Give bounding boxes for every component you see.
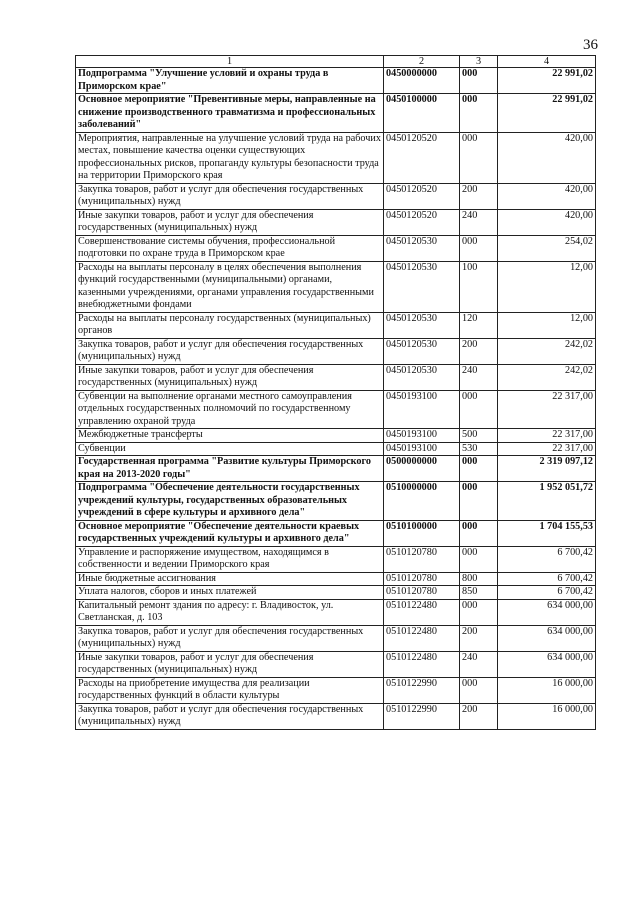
row-code-cell: 0510000000 [384, 482, 460, 521]
row-code-cell: 0450120530 [384, 338, 460, 364]
row-code-cell: 0450120530 [384, 261, 460, 312]
row-code-cell: 0510122990 [384, 677, 460, 703]
row-code-cell: 0450120520 [384, 132, 460, 183]
table-row [76, 482, 596, 521]
row-code-cell: 0450120520 [384, 183, 460, 209]
row-type-cell: 200 [460, 183, 498, 209]
row-name-cell: Закупка товаров, работ и услуг для обеспечения государственных (муниципальных) нужд [76, 703, 384, 729]
row-name-cell: Закупка товаров, работ и услуг для обеспечения государственных (муниципальных) нужд [76, 338, 384, 364]
row-amount-cell: 634 000,00 [498, 651, 596, 677]
row-code-cell: 0450120530 [384, 235, 460, 261]
row-name-cell: Расходы на выплаты персоналу государственных (муниципальных) органов [76, 312, 384, 338]
row-amount-cell: 22 317,00 [498, 442, 596, 456]
table-row [76, 312, 596, 338]
row-amount-cell: 22 991,02 [498, 68, 596, 94]
row-name-cell: Основное мероприятие "Обеспечение деятельности краевых государственных учреждений культуры и архивного дела" [76, 520, 384, 546]
row-amount-cell: 22 991,02 [498, 94, 596, 133]
row-type-cell: 800 [460, 572, 498, 586]
row-type-cell: 000 [460, 235, 498, 261]
table-row [76, 677, 596, 703]
row-name-cell: Подпрограмма "Обеспечение деятельности государственных учреждений культуры, государственных образовательных учреждений в сфере культуры и архивного дела" [76, 482, 384, 521]
row-amount-cell: 12,00 [498, 261, 596, 312]
row-code-cell: 0450193100 [384, 429, 460, 443]
row-name-cell: Иные бюджетные ассигнования [76, 572, 384, 586]
row-code-cell: 0510100000 [384, 520, 460, 546]
table-row [76, 209, 596, 235]
row-name-cell: Расходы на приобретение имущества для реализации государственных функций в области культуры [76, 677, 384, 703]
row-name-cell: Подпрограмма "Улучшение условий и охраны труда в Приморском крае" [76, 68, 384, 94]
row-type-cell: 000 [460, 68, 498, 94]
row-type-cell: 120 [460, 312, 498, 338]
row-type-cell: 530 [460, 442, 498, 456]
row-code-cell: 0510122480 [384, 599, 460, 625]
row-code-cell: 0510120780 [384, 546, 460, 572]
row-code-cell: 0450120530 [384, 364, 460, 390]
table-row [76, 586, 596, 600]
row-amount-cell: 16 000,00 [498, 677, 596, 703]
row-type-cell: 240 [460, 364, 498, 390]
row-type-cell: 240 [460, 209, 498, 235]
row-code-cell: 0450120530 [384, 312, 460, 338]
row-type-cell: 200 [460, 703, 498, 729]
row-type-cell: 850 [460, 586, 498, 600]
table-row [76, 442, 596, 456]
row-amount-cell: 6 700,42 [498, 546, 596, 572]
column-header: 3 [460, 56, 498, 68]
row-code-cell: 0510120780 [384, 586, 460, 600]
row-type-cell: 000 [460, 94, 498, 133]
table-row [76, 94, 596, 133]
table-row [76, 235, 596, 261]
row-amount-cell: 242,02 [498, 364, 596, 390]
table-row [76, 68, 596, 94]
column-header: 4 [498, 56, 596, 68]
row-amount-cell: 254,02 [498, 235, 596, 261]
table-row [76, 520, 596, 546]
column-header: 2 [384, 56, 460, 68]
row-amount-cell: 1 704 155,53 [498, 520, 596, 546]
row-type-cell: 000 [460, 520, 498, 546]
page-number: 36 [583, 37, 598, 53]
row-name-cell: Иные закупки товаров, работ и услуг для обеспечения государственных (муниципальных) нужд [76, 209, 384, 235]
row-amount-cell: 634 000,00 [498, 625, 596, 651]
row-type-cell: 200 [460, 338, 498, 364]
row-name-cell: Основное мероприятие "Превентивные меры, направленные на снижение производственного травматизма и профессиональных заболеваний" [76, 94, 384, 133]
row-name-cell: Закупка товаров, работ и услуг для обеспечения государственных (муниципальных) нужд [76, 625, 384, 651]
row-amount-cell: 1 952 051,72 [498, 482, 596, 521]
row-code-cell: 0450100000 [384, 94, 460, 133]
row-code-cell: 0450193100 [384, 390, 460, 429]
row-amount-cell: 22 317,00 [498, 390, 596, 429]
row-amount-cell: 420,00 [498, 209, 596, 235]
row-type-cell: 000 [460, 132, 498, 183]
budget-table [75, 55, 596, 730]
table-row [76, 390, 596, 429]
row-name-cell: Иные закупки товаров, работ и услуг для обеспечения государственных (муниципальных) нужд [76, 364, 384, 390]
row-code-cell: 0450193100 [384, 442, 460, 456]
table-row [76, 572, 596, 586]
header-row [76, 56, 596, 68]
row-code-cell: 0500000000 [384, 456, 460, 482]
row-type-cell: 000 [460, 390, 498, 429]
row-amount-cell: 12,00 [498, 312, 596, 338]
row-name-cell: Уплата налогов, сборов и иных платежей [76, 586, 384, 600]
table-row [76, 364, 596, 390]
row-name-cell: Расходы на выплаты персоналу в целях обеспечения выполнения функций государственными (муниципальными) органами, казенными учреждениями, органами управления государственными внебюджетными фондами [76, 261, 384, 312]
row-type-cell: 100 [460, 261, 498, 312]
row-code-cell: 0450000000 [384, 68, 460, 94]
row-amount-cell: 242,02 [498, 338, 596, 364]
row-amount-cell: 420,00 [498, 132, 596, 183]
table-row [76, 132, 596, 183]
row-code-cell: 0510122480 [384, 625, 460, 651]
row-amount-cell: 6 700,42 [498, 586, 596, 600]
table-row [76, 261, 596, 312]
row-code-cell: 0510122480 [384, 651, 460, 677]
row-type-cell: 000 [460, 546, 498, 572]
row-amount-cell: 420,00 [498, 183, 596, 209]
row-code-cell: 0510120780 [384, 572, 460, 586]
column-header: 1 [76, 56, 384, 68]
table-row [76, 456, 596, 482]
table-row [76, 546, 596, 572]
row-type-cell: 500 [460, 429, 498, 443]
table-row [76, 183, 596, 209]
row-type-cell: 000 [460, 482, 498, 521]
table-row [76, 429, 596, 443]
row-code-cell: 0450120520 [384, 209, 460, 235]
row-name-cell: Межбюджетные трансферты [76, 429, 384, 443]
row-amount-cell: 6 700,42 [498, 572, 596, 586]
row-amount-cell: 634 000,00 [498, 599, 596, 625]
row-amount-cell: 16 000,00 [498, 703, 596, 729]
row-name-cell: Капитальный ремонт здания по адресу: г. Владивосток, ул. Светланская, д. 103 [76, 599, 384, 625]
row-type-cell: 000 [460, 456, 498, 482]
row-name-cell: Совершенствование системы обучения, профессиональной подготовки по охране труда в Приморском крае [76, 235, 384, 261]
row-name-cell: Мероприятия, направленные на улучшение условий труда на рабочих местах, повышение качества оценки существующих профессиональных рисков, пропаганду культуры безопасности труда на территории Приморского края [76, 132, 384, 183]
row-type-cell: 240 [460, 651, 498, 677]
row-name-cell: Иные закупки товаров, работ и услуг для обеспечения государственных (муниципальных) нужд [76, 651, 384, 677]
row-amount-cell: 2 319 097,12 [498, 456, 596, 482]
row-type-cell: 000 [460, 599, 498, 625]
row-name-cell: Субвенции на выполнение органами местного самоуправления отдельных государственных полномочий по государственному управлению охраной труда [76, 390, 384, 429]
table-row [76, 338, 596, 364]
row-type-cell: 000 [460, 677, 498, 703]
row-type-cell: 200 [460, 625, 498, 651]
table-row [76, 651, 596, 677]
table-row [76, 703, 596, 729]
row-name-cell: Государственная программа "Развитие культуры Приморского края на 2013-2020 годы" [76, 456, 384, 482]
row-code-cell: 0510122990 [384, 703, 460, 729]
row-name-cell: Закупка товаров, работ и услуг для обеспечения государственных (муниципальных) нужд [76, 183, 384, 209]
row-name-cell: Управление и распоряжение имуществом, находящимся в собственности и ведении Приморского края [76, 546, 384, 572]
table-row [76, 599, 596, 625]
table-row [76, 625, 596, 651]
row-amount-cell: 22 317,00 [498, 429, 596, 443]
row-name-cell: Субвенции [76, 442, 384, 456]
